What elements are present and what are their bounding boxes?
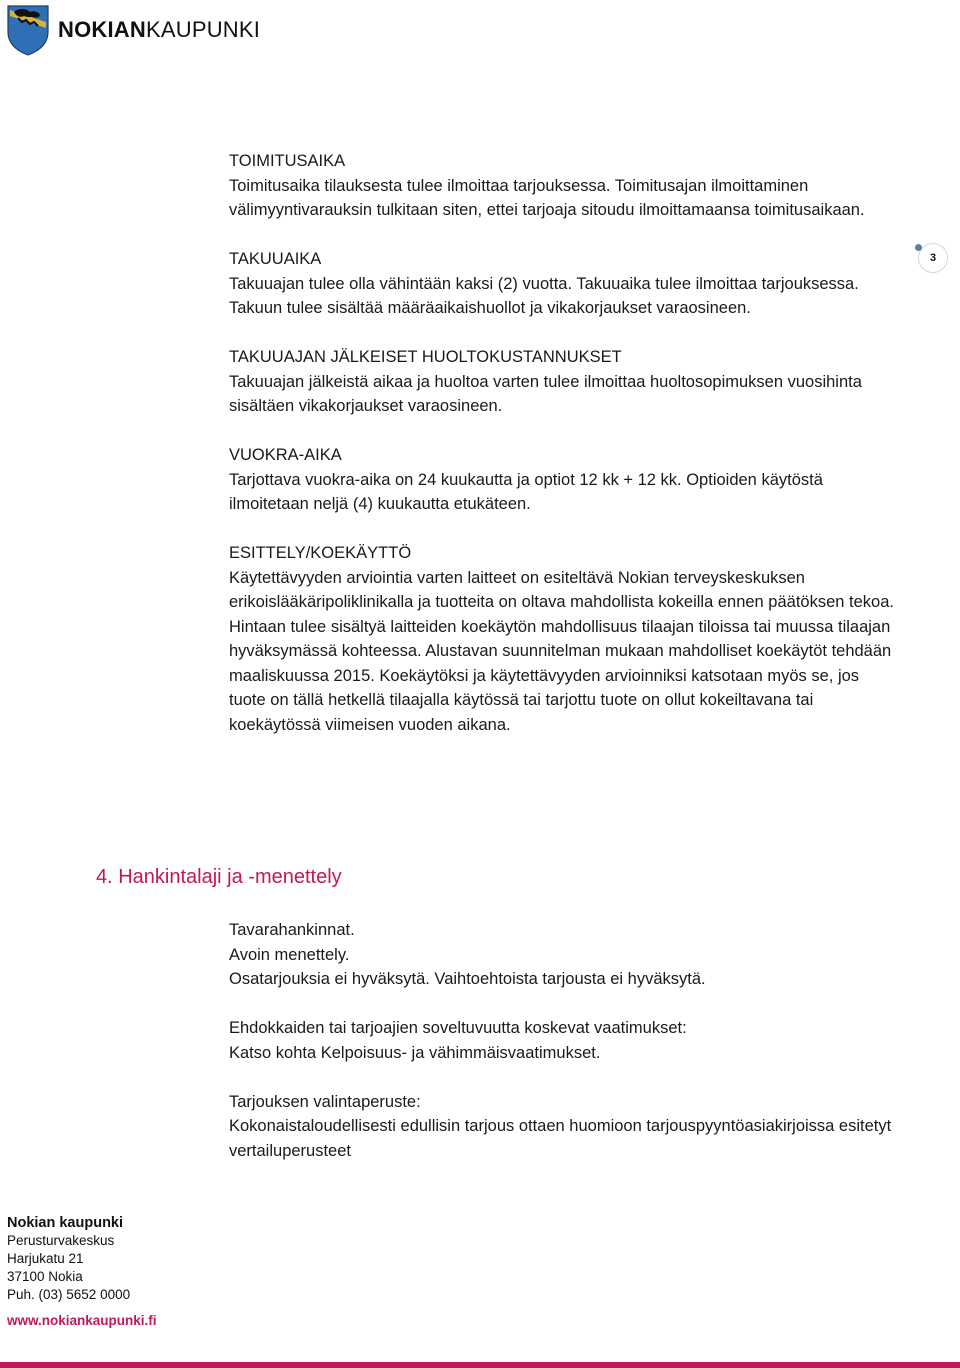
page-number: 3 — [929, 252, 937, 264]
brand-wordmark — [58, 17, 260, 43]
procedure-line: Osatarjouksia ei hyväksytä. Vaihtoehtoista tarjousta ei hyväksytä. — [229, 970, 706, 988]
footer-phone: Puh. (03) 5652 0000 — [7, 1287, 131, 1302]
section-body: Tarjottava vuokra-aika on 24 kuukautta ja optiot 12 kk + 12 kk. Optioiden käytöstä ilmoitetaan neljä (4) kuukautta etukäteen. — [229, 470, 823, 513]
footer-website-link[interactable]: www.nokiankaupunki.fi — [7, 1313, 157, 1328]
requirements-block — [229, 1016, 894, 1065]
criteria-block — [229, 1090, 894, 1164]
section-takuuaika — [229, 247, 894, 321]
header — [6, 2, 260, 58]
section-huoltokustannukset — [229, 345, 894, 419]
section-heading: ESITTELY/KOEKÄYTTÖ — [229, 544, 412, 562]
section-4-content — [229, 918, 894, 1188]
section-vuokra-aika — [229, 443, 894, 517]
section-body: Takuuajan tulee olla vähintään kaksi (2) vuotta. Takuuaika tulee ilmoittaa tarjouksessa. Takuun tulee sisältää määräaikaishuollot ja vikakorjaukset varaosineen. — [229, 274, 859, 317]
footer-street: Harjukatu 21 — [7, 1251, 84, 1266]
procedure-block — [229, 918, 894, 992]
criteria-line: Kokonaistaloudellisesti edullisin tarjous ottaen huomioon tarjouspyyntöasiakirjoissa esitetyt vertailuperusteet — [229, 1117, 892, 1160]
section-body: Toimitusaika tilauksesta tulee ilmoittaa tarjouksessa. Toimitusajan ilmoittaminen välimyyntivarauksin tulkitaan siten, ettei tarjoaja sitoudu ilmoittamaansa toimitusaikaan. — [229, 176, 865, 219]
section-body: Takuuajan jälkeistä aikaa ja huoltoa varten tulee ilmoittaa huoltosopimuksen vuosihinta sisältäen vikakorjaukset varaosineen. — [229, 372, 862, 415]
section-heading: TAKUUAJAN JÄLKEISET HUOLTOKUSTANNUKSET — [229, 348, 622, 366]
page-number-badge — [918, 243, 948, 273]
requirements-line: Katso kohta Kelpoisuus- ja vähimmäisvaatimukset. — [229, 1043, 601, 1062]
criteria-line: Tarjouksen valintaperuste: — [229, 1092, 421, 1111]
coat-of-arms-icon — [6, 4, 50, 56]
section-body: Käytettävyyden arviointia varten laitteet on esiteltävä Nokian terveyskeskuksen erikoislääkäripoliklinikalla ja tuotteita on oltava mahdollista kokeilla ennen päätöksen tekoa. Hintaan tulee sisältyä laitteiden koekäytön mahdollisuus tilaajan tiloissa tai muussa tilaajan hyväksymässä kohteessa. Alustavan suunnitelman mukaan mahdolliset koekäytöt tehdään maaliskuussa 2015. Koekäytöksi ja käytettävyyden arvioinniksi katsotaan myös se, jos tuote on tällä hetkellä tilaajalla käytössä tai tarjottu tuote on ollut kokeiltavana tai koekäytössä viimeisen vuoden aikana. — [229, 568, 894, 734]
procedure-line: Avoin menettely. — [229, 945, 350, 964]
footer-org: Nokian kaupunki — [7, 1215, 124, 1231]
footer-contact — [7, 1214, 157, 1330]
requirements-line: Ehdokkaiden tai tarjoajien soveltuvuutta koskevat vaatimukset: — [229, 1019, 687, 1037]
section-toimitusaika — [229, 149, 894, 223]
main-content — [229, 149, 894, 762]
section-esittely — [229, 541, 894, 737]
section-heading: TAKUUAIKA — [229, 250, 322, 268]
section-4-title: 4. Hankintalaji ja -menettely — [96, 866, 342, 888]
brand-light: KAUPUNKI — [145, 17, 261, 42]
footer-postal: 37100 Nokia — [7, 1269, 83, 1284]
section-heading: VUOKRA-AIKA — [229, 446, 342, 464]
brand-bold: NOKIAN — [58, 17, 146, 42]
procedure-line: Tavarahankinnat. — [229, 921, 355, 939]
bottom-accent-bar — [0, 1362, 960, 1368]
section-heading: TOIMITUSAIKA — [229, 152, 346, 170]
footer-unit: Perusturvakeskus — [7, 1233, 115, 1248]
